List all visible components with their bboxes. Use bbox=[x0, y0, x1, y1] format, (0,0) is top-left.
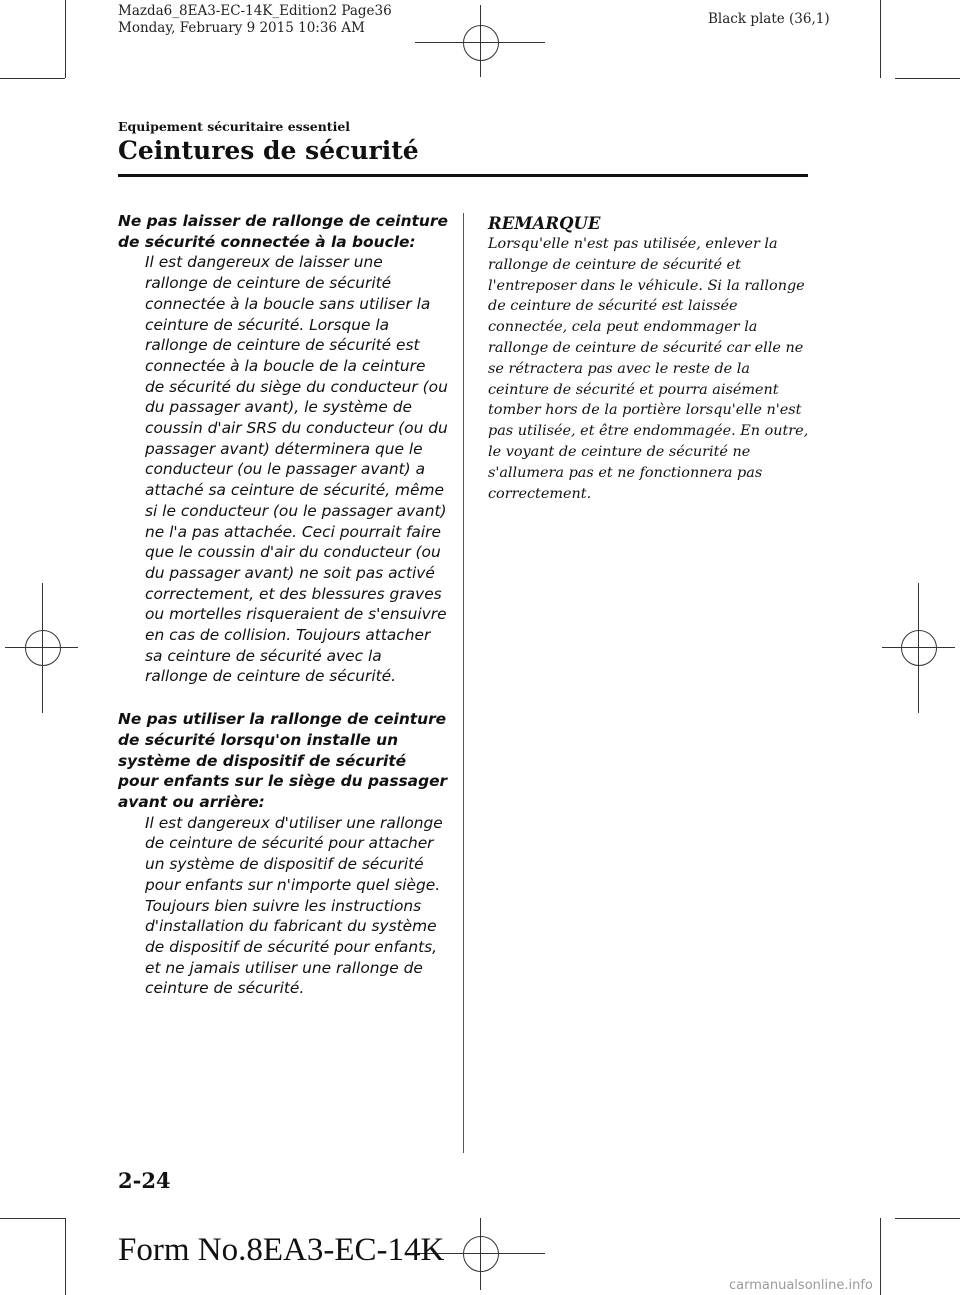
warning-body-1: Il est dangereux de laisser une rallonge de ceinture de sécurité connectée à la boucle sans utiliser la ceinture de sécurité. Lorsque la rallonge de ceinture de sécurité est connectée à la boucle de la ceinture de sécurité du siège du conducteur (ou du passager avant), le système de coussin d'air SRS du conducteur (ou du passager avant) déterminera que le conducteur (ou le passager avant) a attaché sa ceinture de sécurité, même si le conducteur (ou le passager avant) ne l'a pas attachée. Ceci pourrait faire que le coussin d'air du conducteur (ou du passager avant) ne soit pas activé correctement, et des blessures graves ou mortelles risqueraient de s'ensuivre en cas de collision. Toujours attacher sa ceinture de sécurité avec la rallonge de ceinture de sécurité. bbox=[145, 253, 448, 686]
page-title: Ceintures de sécurité bbox=[118, 136, 419, 165]
warning-heading-1: Ne pas laisser de rallonge de ceinture de sécurité connectée à la boucle: bbox=[118, 212, 448, 251]
print-date-line: Monday, February 9 2015 10:36 AM bbox=[118, 20, 365, 36]
watermark: carmanualsonline.info bbox=[729, 1278, 873, 1293]
page-number: 2-24 bbox=[118, 1168, 171, 1193]
left-column bbox=[118, 211, 448, 999]
column-divider bbox=[463, 213, 464, 1153]
plate-label: Black plate (36,1) bbox=[708, 11, 830, 27]
warning-body-2: Il est dangereux d'utiliser une rallonge de ceinture de sécurité pour attacher un système de dispositif de sécurité pour enfants sur n'importe quel siège. Toujours bien suivre les instructions d'installation du fabricant du système de dispositif de sécurité pour enfants, et ne jamais utiliser une rallonge de ceinture de sécurité. bbox=[145, 813, 443, 998]
note-box bbox=[488, 213, 810, 504]
note-title: REMARQUE bbox=[488, 214, 601, 233]
warning-heading-2: Ne pas utiliser la rallonge de ceinture de sécurité lorsqu'on installe un système de dispositif de sécurité pour enfants sur le siège du passager avant ou arrière: bbox=[118, 710, 448, 811]
title-rule bbox=[118, 174, 808, 177]
form-number: Form No.8EA3-EC-14K bbox=[118, 1232, 445, 1268]
section-label: Equipement sécuritaire essentiel bbox=[118, 119, 351, 134]
note-body: Lorsqu'elle n'est pas utilisée, enlever la rallonge de ceinture de sécurité et l'entreposer dans le véhicule. Si la rallonge de ceinture de sécurité est laissée connectée, cela peut endommager la rallonge de ceinture de sécurité car elle ne se rétractera pas avec le reste de la ceinture de sécurité et pourra aisément tomber hors de la portière lorsqu'elle n'est pas utilisée, et être endommagée. En outre, le voyant de ceinture de sécurité ne s'allumera pas et ne fonctionnera pas correctement. bbox=[488, 236, 809, 502]
print-file-line: Mazda6_8EA3-EC-14K_Edition2 Page36 bbox=[118, 3, 392, 19]
